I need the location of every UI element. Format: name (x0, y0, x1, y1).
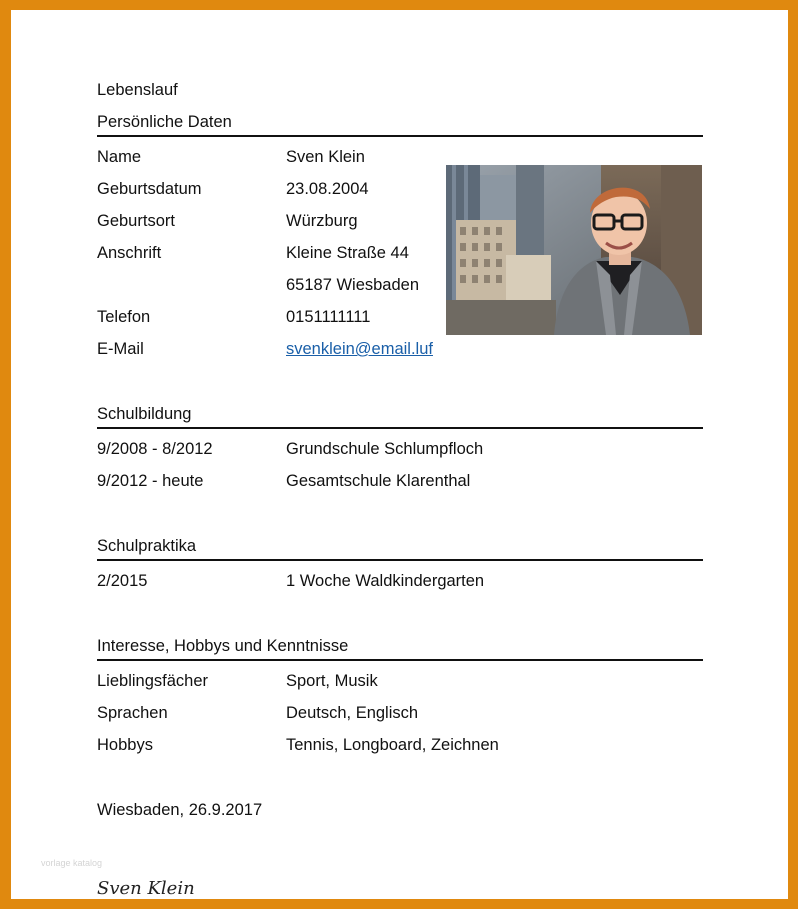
signature: Sven Klein (97, 878, 195, 899)
row-value: Grundschule Schlumpfloch (286, 440, 484, 458)
row-label: Sprachen (97, 704, 168, 722)
row-label: 2/2015 (97, 572, 148, 590)
personal-row-email (97, 339, 703, 359)
row-value: 23.08.2004 (286, 180, 369, 198)
place-date-text: Wiesbaden, 26.9.2017 (97, 801, 263, 819)
section-heading-interests: Interesse, Hobbys und Kenntnisse (97, 636, 703, 661)
document-page (11, 10, 788, 899)
email-link[interactable]: svenklein@email.luf (286, 340, 433, 358)
row-value: 0151111111 (286, 308, 371, 326)
row-value: 65187 Wiesbaden (286, 276, 420, 294)
row-label: 9/2008 - 8/2012 (97, 440, 213, 458)
row-value: Sport, Musik (286, 672, 378, 690)
watermark: vorlage katalog (41, 858, 103, 868)
profile-photo-image (446, 165, 702, 335)
profile-photo (446, 165, 702, 335)
row-value: Kleine Straße 44 (286, 244, 409, 262)
row-label: E-Mail (97, 340, 144, 358)
personal-row-name (97, 147, 703, 167)
school-row-secondary (97, 471, 703, 491)
row-value: Würzburg (286, 212, 358, 230)
row-label: Telefon (97, 308, 151, 326)
row-label: 9/2012 - heute (97, 472, 204, 490)
section-heading-internships: Schulpraktika (97, 536, 703, 561)
section-heading-personal: Persönliche Daten (97, 112, 703, 137)
place-date (97, 800, 703, 820)
row-label: Geburtsdatum (97, 180, 202, 198)
row-label: Name (97, 148, 142, 166)
row-label: Hobbys (97, 736, 153, 754)
school-row-primary (97, 439, 703, 459)
internship-row (97, 571, 703, 591)
section-heading-school: Schulbildung (97, 404, 703, 429)
row-value: Sven Klein (286, 148, 365, 166)
interests-row-hobbies (97, 735, 703, 755)
row-value: 1 Woche Waldkindergarten (286, 572, 485, 590)
interests-row-subjects (97, 671, 703, 691)
row-label: Lieblingsfächer (97, 672, 208, 690)
row-value: Gesamtschule Klarenthal (286, 472, 471, 490)
row-value: Deutsch, Englisch (286, 704, 419, 722)
row-value: Tennis, Longboard, Zeichnen (286, 736, 499, 754)
interests-row-languages (97, 703, 703, 723)
row-label: Anschrift (97, 244, 162, 262)
row-label: Geburtsort (97, 212, 175, 230)
document-title: Lebenslauf (97, 81, 178, 99)
